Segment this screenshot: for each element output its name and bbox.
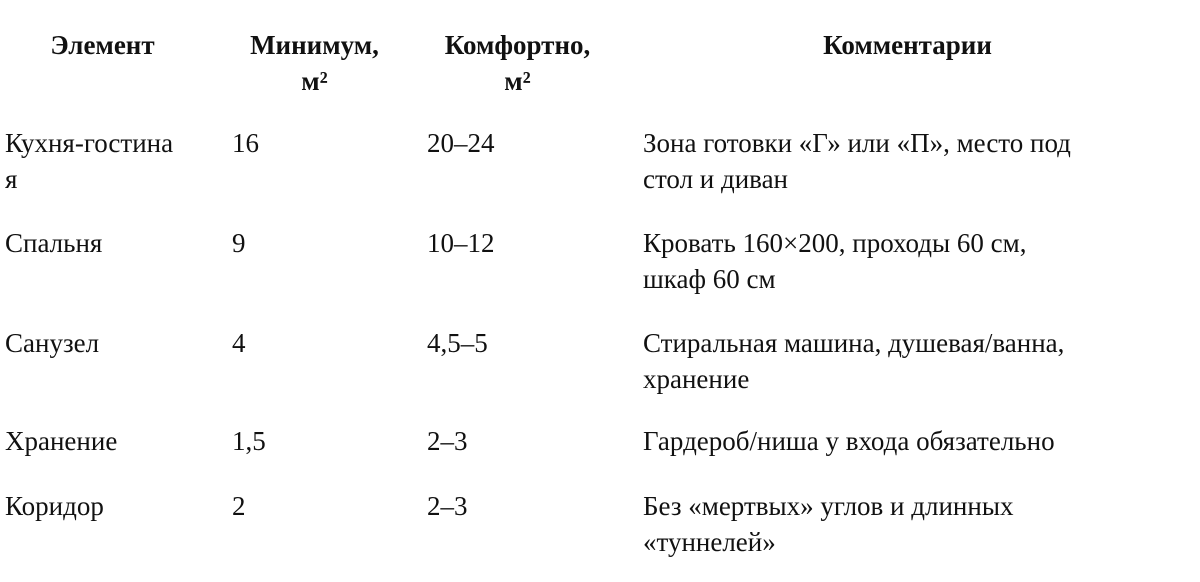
- header-minimum-line2: м²: [301, 66, 328, 96]
- cell-comment-line1: Зона готовки «Г» или «П», место под: [643, 128, 1071, 158]
- cell-comment: [643, 488, 1013, 560]
- cell-comment: [643, 225, 1026, 297]
- cell-comment-line2: шкаф 60 см: [643, 264, 776, 294]
- cell-minimum: 2: [232, 491, 246, 521]
- header-minimum: [222, 27, 407, 99]
- cell-comment-line2: «туннелей»: [643, 527, 776, 557]
- cell-comfortable: 20–24: [427, 128, 495, 158]
- cell-element: Хранение: [5, 426, 118, 456]
- cell-comfortable: 4,5–5: [427, 328, 488, 358]
- cell-minimum: 1,5: [232, 426, 266, 456]
- cell-minimum: 4: [232, 328, 246, 358]
- cell-element-line1: Кухня-гостина: [5, 128, 174, 158]
- header-element: [0, 27, 205, 63]
- cell-comment-line2: хранение: [643, 364, 750, 394]
- cell-element-line2: я: [5, 164, 18, 194]
- cell-comment-line1: Стиральная машина, душевая/ванна,: [643, 328, 1065, 358]
- cell-minimum: 9: [232, 228, 246, 258]
- cell-comment: [643, 125, 1071, 197]
- cell-element: Коридор: [5, 491, 104, 521]
- cell-element: Спальня: [5, 228, 103, 258]
- header-element-line1: Элемент: [50, 30, 155, 60]
- cell-comfortable: 10–12: [427, 228, 495, 258]
- cell-comment-line1: Без «мертвых» углов и длинных: [643, 491, 1014, 521]
- header-comments-line1: Комментарии: [823, 30, 992, 60]
- cell-element: [5, 125, 173, 197]
- cell-comfortable: 2–3: [427, 491, 468, 521]
- header-comfortable-line1: Комфортно,: [444, 30, 591, 60]
- cell-comment-line1: Кровать 160×200, проходы 60 см,: [643, 228, 1027, 258]
- header-minimum-line1: Минимум,: [250, 30, 379, 60]
- cell-comment: [643, 325, 1064, 397]
- cell-minimum: 16: [232, 128, 259, 158]
- header-comfortable-line2: м²: [504, 66, 531, 96]
- cell-comment: Гардероб/ниша у входа обязательно: [643, 426, 1055, 456]
- cell-comfortable: 2–3: [427, 426, 468, 456]
- header-comments: [640, 27, 1175, 63]
- cell-comment-line2: стол и диван: [643, 164, 789, 194]
- cell-element: Санузел: [5, 328, 100, 358]
- header-comfortable: [420, 27, 615, 99]
